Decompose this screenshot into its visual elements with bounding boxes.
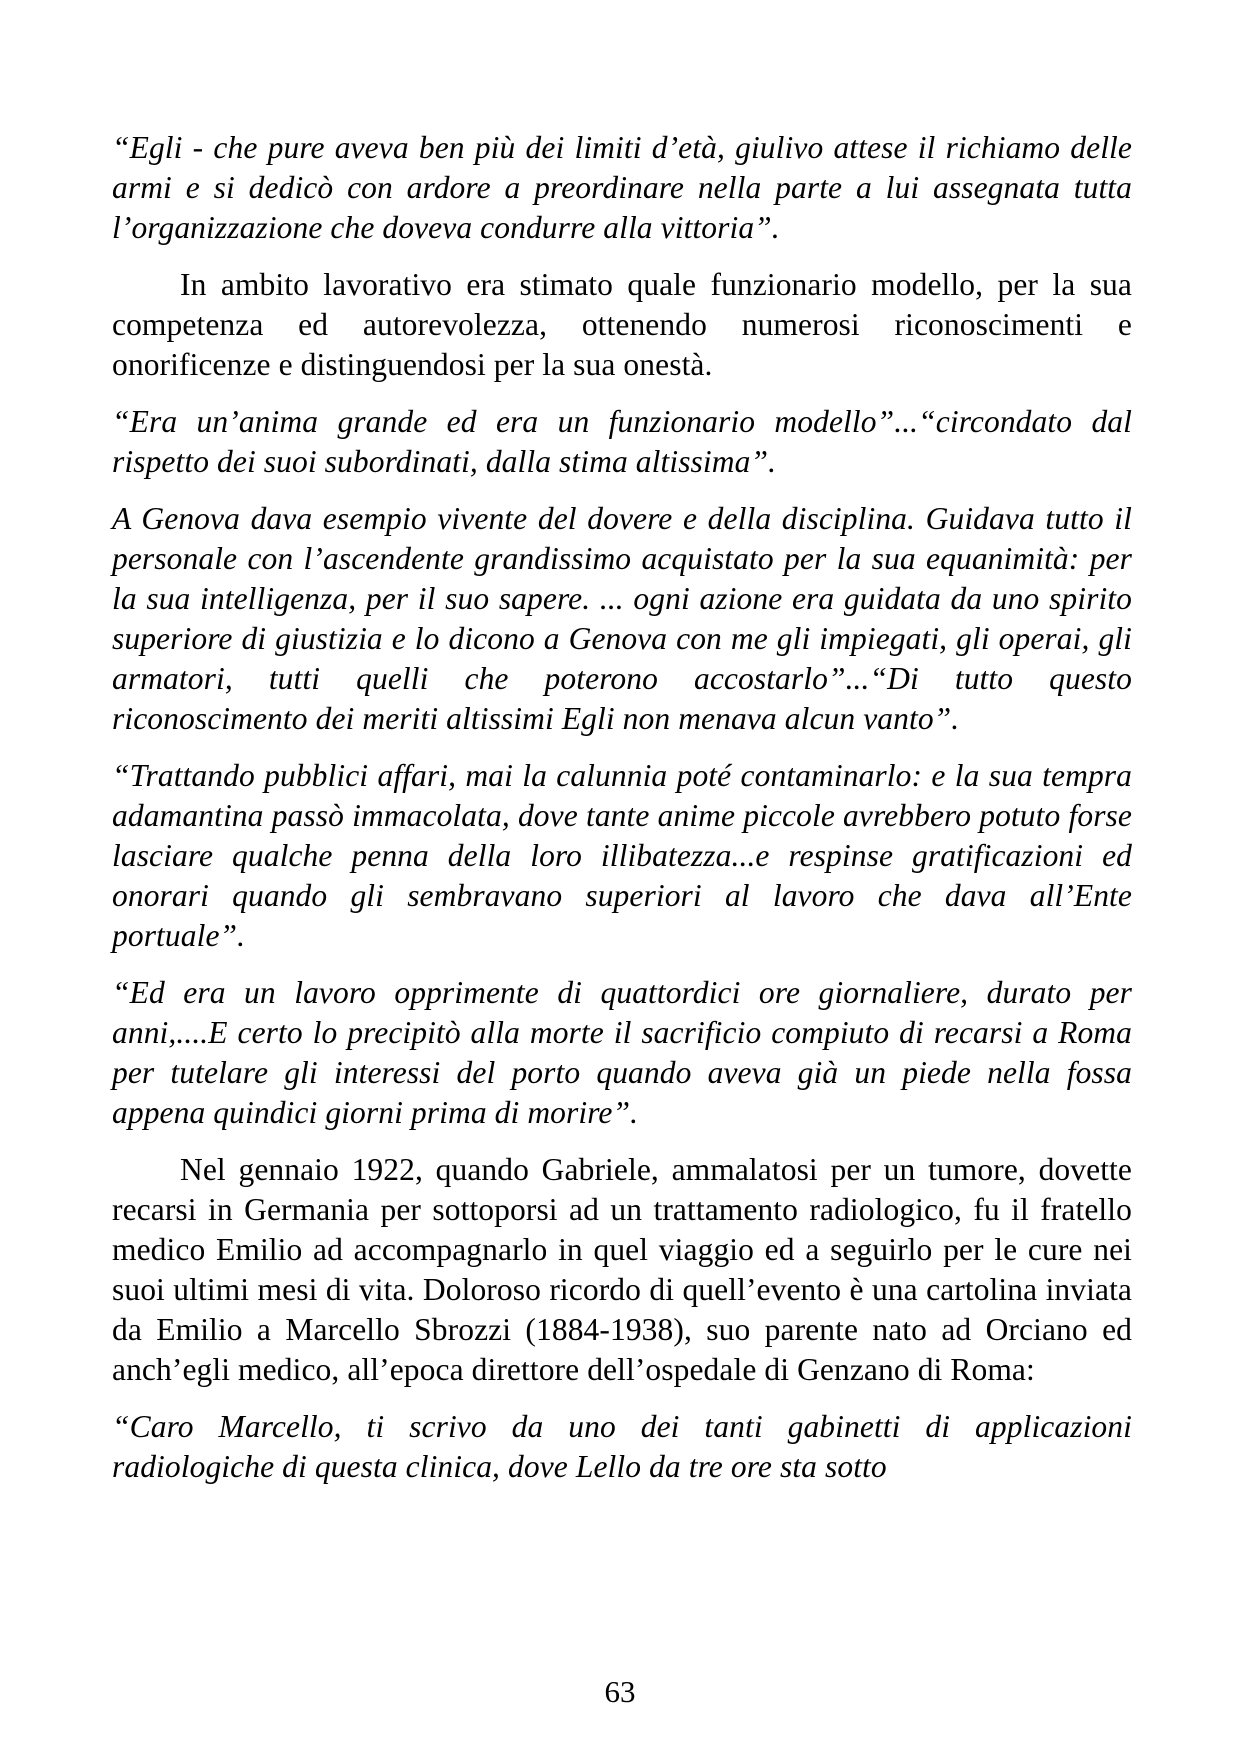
paragraph-quote-richiamo-armi: “Egli - che pure aveva ben più dei limiti d’età, giulivo attese il richiamo delle armi e si dedicò con ardore a preordinare nella parte a lui assegnata tutta l’organizzazione che doveva condurre alla vittoria”. [112, 130, 1132, 245]
paragraph-quote-pubblici-affari: “Trattando pubblici affari, mai la calunnia poté contaminarlo: e la sua tempra adamantina passò immacolata, dove tante anime piccole avrebbero potuto forse lasciare qualche penna della loro illibatezza...e respinse gratificazioni ed onorari quando gli sembravano superiori al lavoro che dava all’Ente portuale”. [112, 758, 1132, 953]
paragraph-quote-lavoro-opprimente: “Ed era un lavoro opprimente di quattordici ore giornaliere, durato per anni,....E certo lo precipitò alla morte il sacrificio compiuto di recarsi a Roma per tutelare gli interessi del porto quando aveva già un piede nella fossa appena quindici giorni prima di morire”. [112, 975, 1132, 1130]
paragraph-quote-caro-marcello: “Caro Marcello, ti scrivo da uno dei tanti gabinetti di applicazioni radiologiche di questa clinica, dove Lello da tre ore sta sotto [112, 1409, 1132, 1484]
paragraph-quote-anima-grande: “Era un’anima grande ed era un funzionario modello”...“circondato dal rispetto dei suoi subordinati, dalla stima altissima”. [112, 404, 1132, 479]
paragraph-quote-genova-esempio: A Genova dava esempio vivente del dovere e della disciplina. Guidava tutto il personale con l’ascendente grandissimo acquistato per la sua equanimità: per la sua intelligenza, per il suo sapere. ... ogni azione era guidata da uno spirito superiore di giustizia e lo dicono a Genova con me gli impiegati, gli operai, gli armatori, tutti quelli che poterono accostarlo”...“Di tutto questo riconoscimento dei meriti altissimi Egli non menava alcun vanto”. [112, 501, 1132, 736]
paragraph-gennaio-1922: Nel gennaio 1922, quando Gabriele, ammalatosi per un tumore, dovette recarsi in Germania per sottoporsi ad un trattamento radiologico, fu il fratello medico Emilio ad accompagnarlo in quel viaggio ed a seguirlo per le cure nei suoi ultimi mesi di vita. Doloroso ricordo di quell’evento è una cartolina inviata da Emilio a Marcello Sbrozzi (1884-1938), suo parente nato ad Orciano ed anch’egli medico, all’epoca direttore dell’ospedale di Genzano di Roma: [112, 1152, 1132, 1387]
paragraph-ambito-lavorativo: In ambito lavorativo era stimato quale funzionario modello, per la sua competenza ed autorevolezza, ottenendo numerosi riconoscimenti e onorificenze e distinguendosi per la sua onestà. [112, 267, 1132, 382]
page-number: 63 [604, 1674, 636, 1709]
